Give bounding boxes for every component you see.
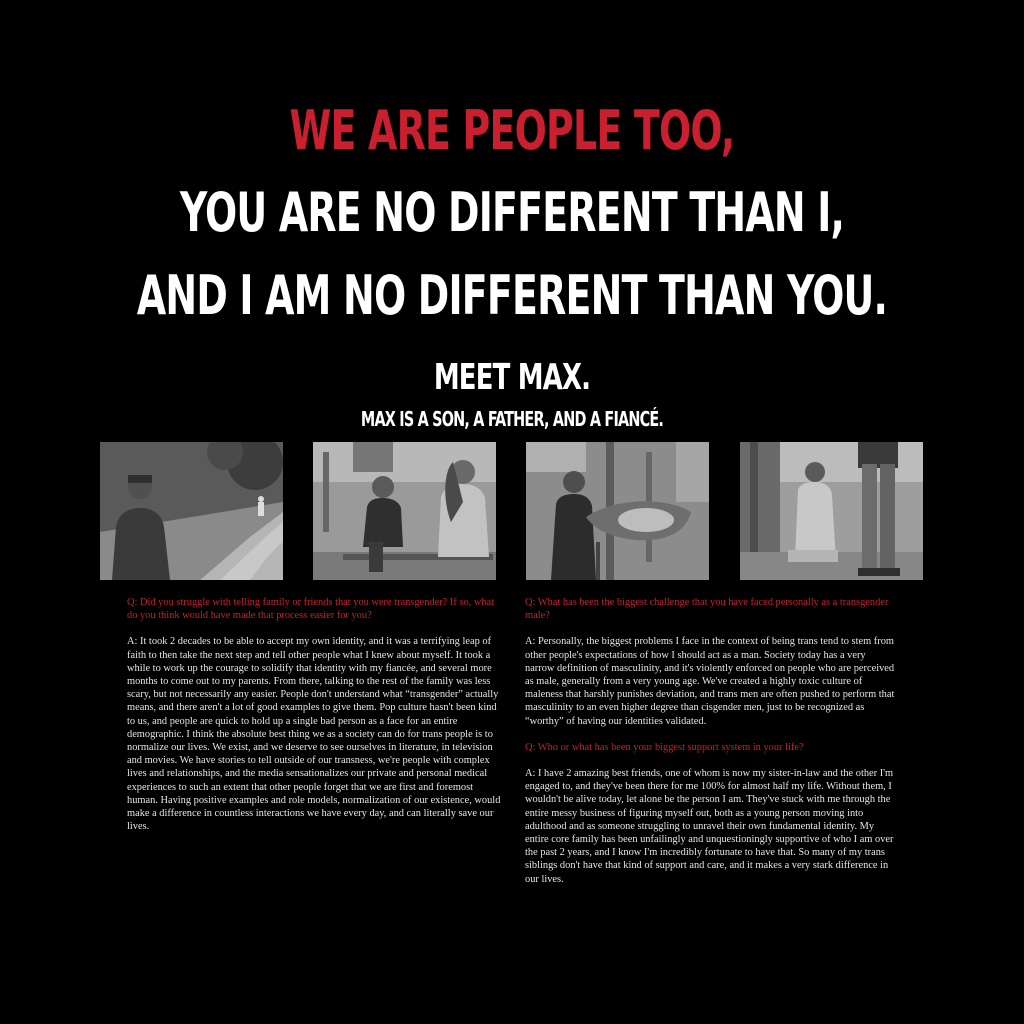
headline-line-3: AND I AM NO DIFFERENT THAN YOU. (136, 264, 888, 327)
photo-girl-kneeling (740, 442, 923, 580)
answer-2: A: Personally, the biggest problems I face in the context of being trans tend to stem from other people's expectations of how I should act as a man. Society today has a very narrow definition of masculinity, and it's violently enforced on people who are perceived as male, generally from a very young age. We've created a highly toxic culture of maleness that harshly punishes deviation, and trans men are often pushed to perform that masculinity to an even higher degree than cisgender men, just to be recognized as “worthy” of having our identities validated. (525, 636, 895, 727)
question-1: Q: Did you struggle with telling family or friends that you were transgender? If so, what do you think would have made that process easier for you? (127, 597, 495, 622)
interview-right-column (525, 596, 897, 899)
headline-line-2: YOU ARE NO DIFFERENT THAN I, (179, 181, 845, 244)
question-2: Q: What has been the biggest challenge that you have faced personally as a transgender male? (525, 597, 889, 622)
photo-walking-path (100, 442, 283, 580)
photo-playground-slide (526, 442, 709, 580)
subtitle: MAX IS A SON, A FATHER, AND A FIANCÉ. (360, 407, 664, 431)
interview-left-column (127, 596, 503, 846)
headline-line-1: WE ARE PEOPLE TOO, (289, 99, 735, 162)
photo-seesaw (313, 442, 496, 580)
answer-1: A: It took 2 decades to be able to accept my own identity, and it was a terrifying leap of faith to then take the next step and tell other people what I knew about myself. It took a while to work up the courage to solidify that identity with my fiancée, and several more months to come out to my parents. From there, talking to the rest of the family was less scary, but not necessarily any easier. People don't understand what “transgender” actually means, and there aren't a lot of good examples to give them. Pop culture hasn't been kind to us, and people are quick to hold up a single bad person as a face for an entire demographic. I think the absolute best thing we as a society can do for trans people is to normalize our lives. We exist, and we deserve to see ourselves in literature, in television and movies. We have stories to tell outside of our transness, we're people with complex lives and relationships, and the media sensationalizes our private and personal medical experiences to such an extent that other people forget that we are first and foremost human. Having positive examples and role models, normalization of our existence, would make a difference in countless interactions we have every day, and can literally save our lives. (127, 636, 501, 833)
question-3: Q: Who or what has been your biggest support system in your life? (525, 741, 804, 753)
answer-3: A: I have 2 amazing best friends, one of whom is now my sister-in-law and the other I'm engaged to, and they've been there for me 100% for almost half my life. Without them, I wouldn't be alive today, let alone be the person I am. They've stuck with me through the entire messy business of figuring myself out, both as a young person moving into adulthood and as someone struggling to unravel their own fundamental identity. My entire core family has been unfailingly and unquestioningly supportive of who I am over the past 2 years, and I know I'm incredibly fortunate to have that. So many of my trans siblings don't have that kind of support and care, and it makes a very stark difference in our lives. (525, 768, 894, 885)
meet-max-heading: MEET MAX. (433, 357, 591, 398)
